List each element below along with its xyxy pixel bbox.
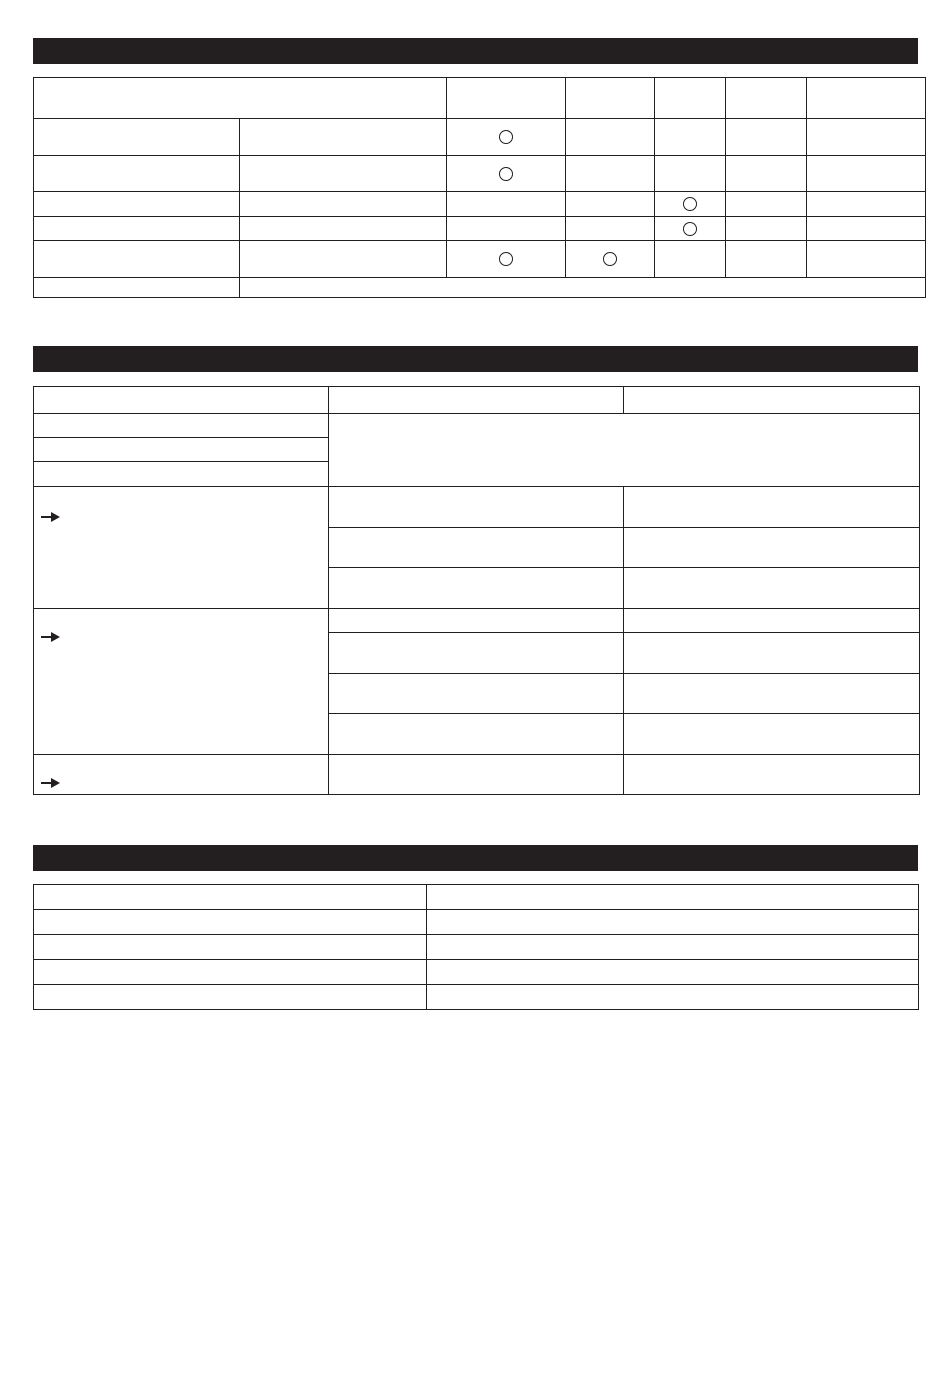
table-row bbox=[34, 414, 920, 438]
table-row bbox=[34, 985, 919, 1010]
table-row bbox=[34, 960, 919, 985]
cell bbox=[329, 674, 624, 714]
row-sublabel bbox=[240, 217, 447, 241]
mark-cell bbox=[726, 156, 807, 192]
spec-label bbox=[34, 885, 427, 910]
group-title-cell bbox=[34, 755, 329, 795]
mark-cell bbox=[566, 119, 655, 156]
circle-icon bbox=[603, 252, 617, 266]
cell bbox=[624, 714, 920, 755]
circle-icon bbox=[499, 167, 513, 181]
spec-label bbox=[34, 985, 427, 1010]
specification-table bbox=[33, 884, 919, 1010]
group-title-cell bbox=[34, 609, 329, 755]
header-cell bbox=[34, 78, 447, 119]
header-cell bbox=[447, 78, 566, 119]
cell bbox=[624, 528, 920, 568]
table-header-row bbox=[34, 387, 920, 414]
mark-cell bbox=[447, 217, 566, 241]
mark-cell bbox=[447, 119, 566, 156]
row-label bbox=[34, 217, 240, 241]
mark-cell bbox=[566, 217, 655, 241]
header-cell bbox=[329, 387, 624, 414]
arrow-right-icon bbox=[40, 511, 62, 523]
table-row bbox=[34, 119, 926, 156]
table-row bbox=[34, 241, 926, 278]
cell bbox=[624, 487, 920, 528]
mark-cell bbox=[655, 192, 726, 217]
table-row bbox=[34, 217, 926, 241]
spec-value bbox=[427, 885, 919, 910]
table-row bbox=[34, 487, 920, 528]
mark-cell bbox=[447, 192, 566, 217]
mark-cell bbox=[655, 119, 726, 156]
status-description bbox=[329, 414, 920, 487]
table-header-row bbox=[34, 78, 926, 119]
mark-cell bbox=[726, 119, 807, 156]
footnote-row bbox=[34, 278, 926, 298]
status-label bbox=[34, 414, 329, 438]
circle-icon bbox=[499, 252, 513, 266]
spec-value bbox=[427, 985, 919, 1010]
arrow-right-icon bbox=[40, 631, 62, 643]
mark-cell bbox=[807, 192, 926, 217]
row-label bbox=[34, 192, 240, 217]
mark-cell bbox=[807, 217, 926, 241]
arrow-right-icon bbox=[40, 777, 62, 789]
indicator-table bbox=[33, 386, 920, 795]
row-sublabel bbox=[240, 241, 447, 278]
mark-cell bbox=[447, 156, 566, 192]
spec-label bbox=[34, 960, 427, 985]
circle-icon bbox=[683, 197, 697, 211]
section-header-bar-3 bbox=[33, 845, 918, 871]
mark-cell bbox=[807, 156, 926, 192]
cell bbox=[329, 528, 624, 568]
cell bbox=[329, 755, 624, 795]
header-cell bbox=[807, 78, 926, 119]
spec-value bbox=[427, 910, 919, 935]
cell bbox=[329, 633, 624, 674]
cell bbox=[624, 755, 920, 795]
mark-cell bbox=[726, 217, 807, 241]
table-row bbox=[34, 156, 926, 192]
compatibility-table bbox=[33, 77, 926, 298]
header-cell bbox=[566, 78, 655, 119]
row-sublabel bbox=[240, 156, 447, 192]
cell bbox=[329, 609, 624, 633]
mark-cell bbox=[726, 192, 807, 217]
cell bbox=[624, 633, 920, 674]
cell bbox=[624, 609, 920, 633]
spec-label bbox=[34, 910, 427, 935]
status-label bbox=[34, 462, 329, 487]
table-row bbox=[34, 755, 920, 795]
cell bbox=[624, 568, 920, 609]
footnote-text bbox=[240, 278, 926, 298]
mark-cell bbox=[566, 241, 655, 278]
table-row bbox=[34, 935, 919, 960]
row-sublabel bbox=[240, 192, 447, 217]
mark-cell bbox=[655, 156, 726, 192]
group-title-cell bbox=[34, 487, 329, 609]
cell bbox=[329, 487, 624, 528]
spec-label bbox=[34, 935, 427, 960]
circle-icon bbox=[683, 222, 697, 236]
row-label bbox=[34, 119, 240, 156]
cell bbox=[329, 714, 624, 755]
cell bbox=[624, 674, 920, 714]
header-cell bbox=[655, 78, 726, 119]
circle-icon bbox=[499, 130, 513, 144]
mark-cell bbox=[807, 241, 926, 278]
row-sublabel bbox=[240, 119, 447, 156]
spec-value bbox=[427, 960, 919, 985]
mark-cell bbox=[566, 156, 655, 192]
mark-cell bbox=[726, 241, 807, 278]
cell bbox=[329, 568, 624, 609]
status-label bbox=[34, 438, 329, 462]
section-header-bar-1 bbox=[33, 38, 918, 64]
spec-value bbox=[427, 935, 919, 960]
row-label bbox=[34, 156, 240, 192]
header-cell bbox=[726, 78, 807, 119]
table-row bbox=[34, 885, 919, 910]
section-header-bar-2 bbox=[33, 346, 918, 372]
row-label bbox=[34, 241, 240, 278]
mark-cell bbox=[655, 241, 726, 278]
header-cell bbox=[624, 387, 920, 414]
mark-cell bbox=[566, 192, 655, 217]
mark-cell bbox=[447, 241, 566, 278]
mark-cell bbox=[655, 217, 726, 241]
mark-cell bbox=[807, 119, 926, 156]
header-cell bbox=[34, 387, 329, 414]
footnote-label bbox=[34, 278, 240, 298]
table-row bbox=[34, 192, 926, 217]
table-row bbox=[34, 609, 920, 633]
table-row bbox=[34, 910, 919, 935]
